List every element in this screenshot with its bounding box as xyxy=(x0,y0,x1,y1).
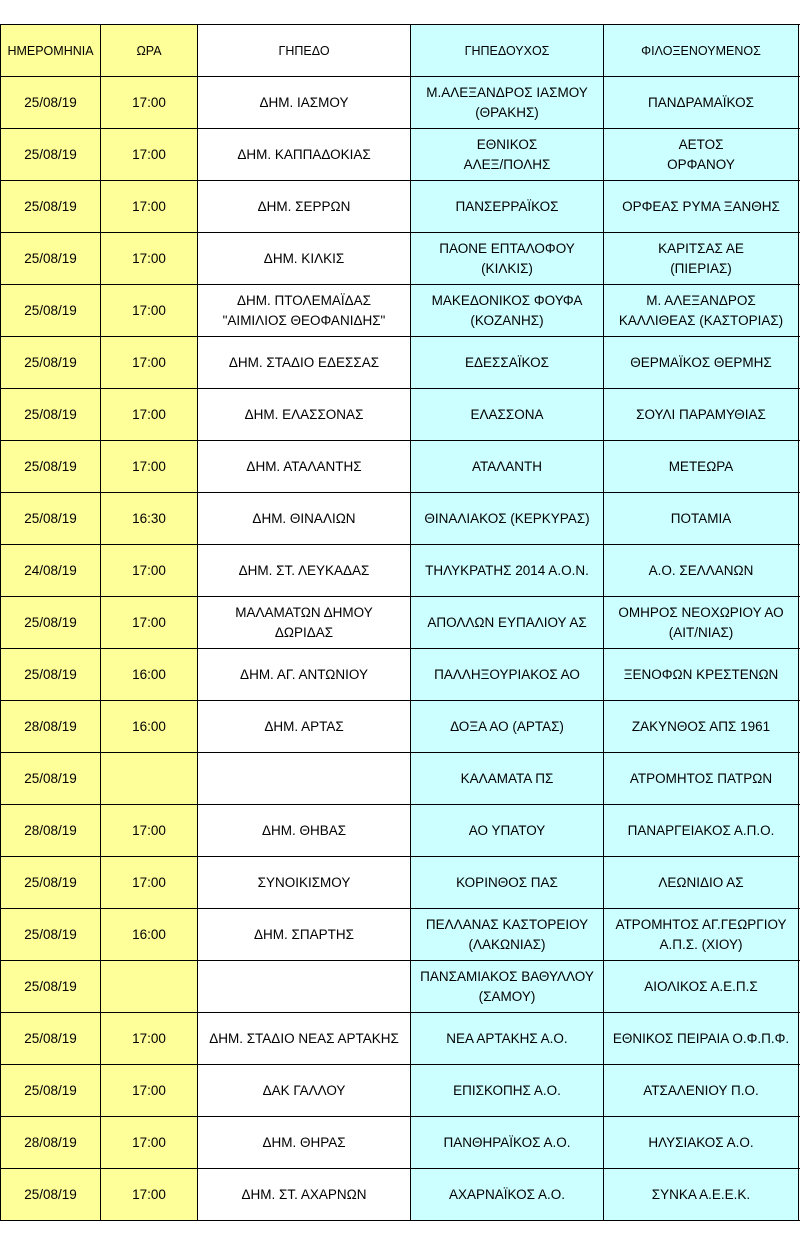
stadium-cell xyxy=(198,753,411,805)
stadium-cell xyxy=(198,961,411,1013)
away-team-cell-line: ΑΤΡΟΜΗΤΟΣ ΠΑΤΡΩΝ xyxy=(629,770,773,786)
stadium-cell-line: ΔΗΜ. ΚΙΛΚΙΣ xyxy=(263,250,345,266)
table-row xyxy=(1,857,800,909)
home-team-cell-line: ΕΔΕΣΣΑΪΚΟΣ xyxy=(465,354,549,370)
header-away-team: ΦΙΛΟΞΕΝΟΥΜΕΝΟΣ xyxy=(604,25,799,77)
away-team-cell-line: Α.Π.Σ. (ΧΙΟΥ) xyxy=(659,936,743,952)
away-team-cell xyxy=(604,753,799,805)
stadium-cell xyxy=(198,805,411,857)
home-team-cell xyxy=(411,805,604,857)
home-team-cell-line: ΑΛΕΞ/ΠΟΛΗΣ xyxy=(463,156,551,172)
away-team-cell-line: ΖΑΚΥΝΘΟΣ ΑΠΣ 1961 xyxy=(631,718,771,734)
stadium-cell-line: ΔΗΜ. ΘΗΒΑΣ xyxy=(261,822,347,838)
home-team-cell xyxy=(411,1117,604,1169)
stadium-cell-line: ΔΗΜ. ΣΤ. ΛΕΥΚΑΔΑΣ xyxy=(238,562,370,578)
home-team-cell-line: ΠΑΟΝΕ ΕΠΤΑΛΟΦΟΥ xyxy=(439,240,575,256)
stadium-cell-line: ΣΥΝΟΙΚΙΣΜΟΥ xyxy=(257,874,351,890)
table-row xyxy=(1,285,800,337)
time-cell: 16:00 xyxy=(101,909,198,961)
stadium-cell xyxy=(198,493,411,545)
home-team-cell-line: ΠΕΛΛΑΝΑΣ ΚΑΣΤΟΡΕΙΟΥ xyxy=(425,916,589,932)
table-row xyxy=(1,441,800,493)
table-row xyxy=(1,701,800,753)
stadium-cell-line: ΔΗΜ. ΑΓ. ΑΝΤΩΝΙΟΥ xyxy=(240,666,368,682)
away-team-cell xyxy=(604,181,799,233)
table-row xyxy=(1,649,800,701)
home-team-cell xyxy=(411,441,604,493)
home-team-cell-line: ΝΕΑ ΑΡΤΑΚΗΣ Α.Ο. xyxy=(446,1030,568,1046)
stadium-cell-line: ΔΑΚ ΓΑΛΛΟΥ xyxy=(262,1082,346,1098)
table-row xyxy=(1,77,800,129)
header-row xyxy=(1,25,800,77)
home-team-cell-line: Μ.ΑΛΕΞΑΝΔΡΟΣ ΙΑΣΜΟΥ xyxy=(426,84,588,100)
home-team-cell-line: ΑΧΑΡΝΑΪΚΟΣ Α.Ο. xyxy=(449,1186,565,1202)
away-team-cell xyxy=(604,1013,799,1065)
away-team-cell-line: ΞΕΝΟΦΩΝ ΚΡΕΣΤΕΝΩΝ xyxy=(623,666,779,682)
time-cell: 17:00 xyxy=(101,1117,198,1169)
time-cell: 17:00 xyxy=(101,1013,198,1065)
home-team-cell xyxy=(411,77,604,129)
date-cell: 25/08/19 xyxy=(1,909,101,961)
time-cell: 17:00 xyxy=(101,1065,198,1117)
stadium-cell xyxy=(198,389,411,441)
stadium-cell-line: ΜΑΛΑΜΑΤΩΝ ΔΗΜΟΥ xyxy=(235,604,373,620)
home-team-cell xyxy=(411,1013,604,1065)
stadium-cell xyxy=(198,857,411,909)
home-team-cell-line: ΚΑΛΑΜΑΤΑ ΠΣ xyxy=(460,770,554,786)
time-cell: 17:00 xyxy=(101,1169,198,1221)
away-team-cell-line: ΜΕΤΕΩΡΑ xyxy=(668,458,734,474)
stadium-cell-line: ΔΗΜ. ΑΡΤΑΣ xyxy=(264,718,344,734)
date-cell: 28/08/19 xyxy=(1,805,101,857)
away-team-cell-line: ΑΙΟΛΙΚΟΣ Α.Ε.Π.Σ xyxy=(644,978,758,994)
home-team-cell xyxy=(411,493,604,545)
away-team-cell-line: ΟΜΗΡΟΣ ΝΕΟΧΩΡΙΟΥ ΑΟ xyxy=(618,604,784,620)
time-cell: 17:00 xyxy=(101,337,198,389)
home-team-cell-line: ΠΑΛΛΗΞΟΥΡΙΑΚΟΣ ΑΟ xyxy=(434,666,580,682)
fixtures-table xyxy=(0,24,800,1221)
away-team-cell xyxy=(604,493,799,545)
stadium-cell xyxy=(198,597,411,649)
away-team-cell xyxy=(604,961,799,1013)
table-row xyxy=(1,1013,800,1065)
time-cell: 17:00 xyxy=(101,129,198,181)
stadium-cell-line: "ΑΙΜΙΛΙΟΣ ΘΕΟΦΑΝΙΔΗΣ" xyxy=(222,312,386,328)
away-team-cell xyxy=(604,285,799,337)
stadium-cell-line: ΔΗΜ. ΑΤΑΛΑΝΤΗΣ xyxy=(246,458,362,474)
stadium-cell-line: ΔΗΜ. ΠΤΟΛΕΜΑΪΔΑΣ xyxy=(237,292,371,308)
home-team-cell-line: ΕΘΝΙΚΟΣ xyxy=(476,136,538,152)
stadium-cell-line: ΔΩΡΙΔΑΣ xyxy=(274,624,334,640)
home-team-cell xyxy=(411,285,604,337)
away-team-cell xyxy=(604,597,799,649)
home-team-cell xyxy=(411,181,604,233)
away-team-cell xyxy=(604,857,799,909)
stadium-cell-line: ΔΗΜ. ΣΕΡΡΩΝ xyxy=(257,198,351,214)
date-cell: 25/08/19 xyxy=(1,233,101,285)
home-team-cell xyxy=(411,701,604,753)
away-team-cell-line: ΟΡΦΑΝΟΥ xyxy=(667,156,735,172)
date-cell: 24/08/19 xyxy=(1,545,101,597)
table-row xyxy=(1,233,800,285)
date-cell: 25/08/19 xyxy=(1,493,101,545)
table-row xyxy=(1,545,800,597)
time-cell: 17:00 xyxy=(101,389,198,441)
away-team-cell-line: ΚΑΡΙΤΣΑΣ ΑΕ xyxy=(658,240,744,256)
stadium-cell xyxy=(198,77,411,129)
date-cell: 25/08/19 xyxy=(1,1013,101,1065)
away-team-cell-line: ΠΑΝΑΡΓΕΙΑΚΟΣ Α.Π.Ο. xyxy=(627,822,775,838)
fixtures-sheet xyxy=(0,24,800,1221)
stadium-cell-line: ΔΗΜ. ΣΤΑΔΙΟ ΕΔΕΣΣΑΣ xyxy=(228,354,380,370)
home-team-cell xyxy=(411,857,604,909)
home-team-cell xyxy=(411,961,604,1013)
date-cell: 25/08/19 xyxy=(1,129,101,181)
time-cell: 17:00 xyxy=(101,285,198,337)
date-cell: 25/08/19 xyxy=(1,961,101,1013)
stadium-cell xyxy=(198,285,411,337)
away-team-cell-line: ΣΟΥΛΙ ΠΑΡΑΜΥΘΙΑΣ xyxy=(636,406,766,422)
date-cell: 25/08/19 xyxy=(1,857,101,909)
home-team-cell-line: ΜΑΚΕΔΟΝΙΚΟΣ ΦΟΥΦΑ xyxy=(431,292,583,308)
header-home-team: ΓΗΠΕΔΟΥΧΟΣ xyxy=(411,25,604,77)
home-team-cell xyxy=(411,233,604,285)
stadium-cell-line: ΔΗΜ. ΣΤΑΔΙΟ ΝΕΑΣ ΑΡΤΑΚΗΣ xyxy=(209,1030,399,1046)
home-team-cell xyxy=(411,1169,604,1221)
home-team-cell xyxy=(411,337,604,389)
away-team-cell-line: ΠΟΤΑΜΙΑ xyxy=(670,510,732,526)
home-team-cell-line: (ΚΟΖΑΝΗΣ) xyxy=(470,312,544,328)
away-team-cell xyxy=(604,701,799,753)
away-team-cell-line: ΣΥΝΚΑ Α.Ε.Ε.Κ. xyxy=(651,1186,751,1202)
away-team-cell xyxy=(604,389,799,441)
stadium-cell xyxy=(198,181,411,233)
table-row xyxy=(1,1169,800,1221)
away-team-cell xyxy=(604,337,799,389)
table-row xyxy=(1,909,800,961)
stadium-cell xyxy=(198,545,411,597)
time-cell xyxy=(101,753,198,805)
away-team-cell-line: ΗΛΥΣΙΑΚΟΣ Α.Ο. xyxy=(648,1134,754,1150)
time-cell: 17:00 xyxy=(101,545,198,597)
away-team-cell-line: ΛΕΩΝΙΔΙΟ ΑΣ xyxy=(658,874,744,890)
home-team-cell-line: (ΘΡΑΚΗΣ) xyxy=(475,104,539,120)
home-team-cell-line: ΕΛΑΣΣΟΝΑ xyxy=(470,406,544,422)
away-team-cell xyxy=(604,441,799,493)
away-team-cell xyxy=(604,1065,799,1117)
home-team-cell-line: ΑΟ ΥΠΑΤΟΥ xyxy=(468,822,546,838)
stadium-cell-line: ΔΗΜ. ΚΑΠΠΑΔΟΚΙΑΣ xyxy=(237,146,371,162)
away-team-cell-line: ΑΕΤΟΣ xyxy=(678,136,724,152)
home-team-cell xyxy=(411,129,604,181)
away-team-cell-line: ΑΤΡΟΜΗΤΟΣ ΑΓ.ΓΕΩΡΓΙΟΥ xyxy=(615,916,787,932)
home-team-cell-line: ΑΤΑΛΑΝΤΗ xyxy=(471,458,543,474)
away-team-cell xyxy=(604,77,799,129)
stadium-cell xyxy=(198,441,411,493)
home-team-cell-line: (ΣΑΜΟΥ) xyxy=(478,988,536,1004)
home-team-cell-line: ΘΙΝΑΛΙΑΚΟΣ (ΚΕΡΚΥΡΑΣ) xyxy=(424,510,590,526)
away-team-cell-line: Μ. ΑΛΕΞΑΝΔΡΟΣ xyxy=(646,292,756,308)
time-cell: 17:00 xyxy=(101,441,198,493)
stadium-cell xyxy=(198,233,411,285)
away-team-cell xyxy=(604,129,799,181)
home-team-cell xyxy=(411,389,604,441)
table-row xyxy=(1,1117,800,1169)
date-cell: 25/08/19 xyxy=(1,285,101,337)
stadium-cell xyxy=(198,129,411,181)
date-cell: 25/08/19 xyxy=(1,597,101,649)
away-team-cell xyxy=(604,1169,799,1221)
date-cell: 25/08/19 xyxy=(1,337,101,389)
time-cell xyxy=(101,961,198,1013)
header-stadium: ΓΗΠΕΔΟ xyxy=(198,25,411,77)
table-row xyxy=(1,961,800,1013)
home-team-cell-line: (ΛΑΚΩΝΙΑΣ) xyxy=(468,936,546,952)
stadium-cell-line: ΔΗΜ. ΙΑΣΜΟΥ xyxy=(259,94,349,110)
table-row xyxy=(1,493,800,545)
stadium-cell xyxy=(198,1117,411,1169)
time-cell: 17:00 xyxy=(101,857,198,909)
away-team-cell-line: ΕΘΝΙΚΟΣ ΠΕΙΡΑΙΑ Ο.Φ.Π.Φ. xyxy=(612,1030,790,1046)
home-team-cell-line: ΠΑΝΣΑΜΙΑΚΟΣ ΒΑΘΥΛΛΟΥ xyxy=(420,968,594,984)
home-team-cell xyxy=(411,649,604,701)
time-cell: 17:00 xyxy=(101,597,198,649)
time-cell: 17:00 xyxy=(101,233,198,285)
table-row xyxy=(1,389,800,441)
date-cell: 25/08/19 xyxy=(1,181,101,233)
time-cell: 17:00 xyxy=(101,181,198,233)
table-row xyxy=(1,181,800,233)
header-time: ΩΡΑ xyxy=(101,25,198,77)
home-team-cell-line: ΔΟΞΑ ΑΟ (ΑΡΤΑΣ) xyxy=(450,718,564,734)
stadium-cell-line: ΔΗΜ. ΕΛΑΣΣΟΝΑΣ xyxy=(244,406,364,422)
date-cell: 25/08/19 xyxy=(1,649,101,701)
away-team-cell-line: ΘΕΡΜΑΪΚΟΣ ΘΕΡΜΗΣ xyxy=(630,354,772,370)
table-row xyxy=(1,337,800,389)
header-date: ΗΜΕΡΟΜΗΝΙΑ xyxy=(1,25,101,77)
table-row xyxy=(1,597,800,649)
table-row xyxy=(1,129,800,181)
stadium-cell xyxy=(198,649,411,701)
date-cell: 25/08/19 xyxy=(1,389,101,441)
home-team-cell xyxy=(411,909,604,961)
date-cell: 28/08/19 xyxy=(1,1117,101,1169)
away-team-cell xyxy=(604,805,799,857)
home-team-cell-line: (ΚΙΛΚΙΣ) xyxy=(481,260,533,276)
stadium-cell xyxy=(198,1013,411,1065)
away-team-cell-line: ΠΑΝΔΡΑΜΑΪΚΟΣ xyxy=(648,94,754,110)
away-team-cell-line: Α.Ο. ΣΕΛΛΑΝΩΝ xyxy=(648,562,754,578)
home-team-cell-line: ΚΟΡΙΝΘΟΣ ΠΑΣ xyxy=(456,874,558,890)
time-cell: 17:00 xyxy=(101,77,198,129)
table-row xyxy=(1,805,800,857)
home-team-cell xyxy=(411,597,604,649)
home-team-cell-line: ΑΠΟΛΛΩΝ ΕΥΠΑΛΙΟΥ ΑΣ xyxy=(427,614,587,630)
home-team-cell-line: ΕΠΙΣΚΟΠΗΣ Α.Ο. xyxy=(453,1082,561,1098)
away-team-cell xyxy=(604,545,799,597)
home-team-cell xyxy=(411,1065,604,1117)
stadium-cell-line: ΔΗΜ. ΣΠΑΡΤΗΣ xyxy=(254,926,354,942)
home-team-cell-line: ΠΑΝΣΕΡΡΑΪΚΟΣ xyxy=(455,198,559,214)
away-team-cell xyxy=(604,909,799,961)
time-cell: 16:00 xyxy=(101,649,198,701)
away-team-cell-line: ΟΡΦΕΑΣ ΡΥΜΑ ΞΑΝΘΗΣ xyxy=(622,198,780,214)
date-cell: 25/08/19 xyxy=(1,1065,101,1117)
time-cell: 16:30 xyxy=(101,493,198,545)
away-team-cell-line: ΑΤΣΑΛΕΝΙΟΥ Π.Ο. xyxy=(643,1082,759,1098)
stadium-cell xyxy=(198,1169,411,1221)
time-cell: 16:00 xyxy=(101,701,198,753)
home-team-cell-line: ΠΑΝΘΗΡΑΪΚΟΣ Α.Ο. xyxy=(443,1134,571,1150)
stadium-cell-line: ΔΗΜ. ΘΗΡΑΣ xyxy=(262,1134,346,1150)
home-team-cell xyxy=(411,545,604,597)
away-team-cell-line: (ΠΙΕΡΙΑΣ) xyxy=(670,260,732,276)
stadium-cell xyxy=(198,701,411,753)
time-cell: 17:00 xyxy=(101,805,198,857)
home-team-cell-line: ΤΗΛΥΚΡΑΤΗΣ 2014 Α.Ο.Ν. xyxy=(425,562,589,578)
stadium-cell xyxy=(198,1065,411,1117)
stadium-cell-line: ΔΗΜ. ΣΤ. ΑΧΑΡΝΩΝ xyxy=(241,1186,367,1202)
date-cell: 25/08/19 xyxy=(1,1169,101,1221)
away-team-cell-line: (ΑΙΤ/ΝΙΑΣ) xyxy=(668,624,734,640)
away-team-cell-line: ΚΑΛΛΙΘΕΑΣ (ΚΑΣΤΟΡΙΑΣ) xyxy=(618,312,784,328)
stadium-cell xyxy=(198,337,411,389)
home-team-cell xyxy=(411,753,604,805)
date-cell: 25/08/19 xyxy=(1,753,101,805)
away-team-cell xyxy=(604,233,799,285)
date-cell: 25/08/19 xyxy=(1,77,101,129)
date-cell: 28/08/19 xyxy=(1,701,101,753)
stadium-cell-line: ΔΗΜ. ΘΙΝΑΛΙΩΝ xyxy=(252,510,356,526)
stadium-cell xyxy=(198,909,411,961)
table-row xyxy=(1,753,800,805)
away-team-cell xyxy=(604,649,799,701)
date-cell: 25/08/19 xyxy=(1,441,101,493)
table-row xyxy=(1,1065,800,1117)
away-team-cell xyxy=(604,1117,799,1169)
